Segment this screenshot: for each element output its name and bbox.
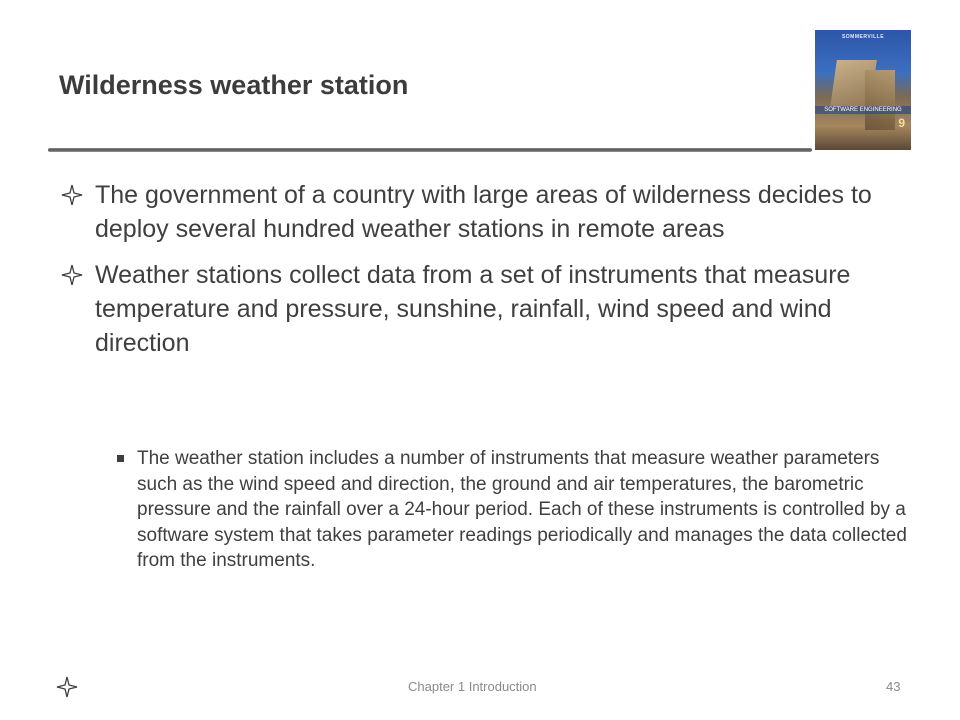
cover-edition: 9 <box>898 116 905 130</box>
sub-bullet-text: The weather station includes a number of instruments that measure weather parameters such as the wind speed and direction, the ground and air temperatures, the barometric pressure and the rainfall over a 24-hour period. Each of these instruments is controlled by a software system that takes parameter readings periodically and manages the data collected from the instruments. <box>137 448 907 571</box>
four-point-star-icon <box>60 178 84 212</box>
sub-bullet-item <box>117 446 920 574</box>
cover-building-shape-2 <box>865 70 895 130</box>
cover-title: SOFTWARE ENGINEERING <box>815 106 911 114</box>
title-divider <box>48 148 812 152</box>
four-point-star-icon <box>60 258 84 292</box>
page-number: 43 <box>886 679 901 694</box>
bullet-text: The government of a country with large areas of wilderness decides to deploy several hundred weather stations in remote areas <box>95 181 872 243</box>
bullet-item <box>60 258 880 360</box>
slide-title: Wilderness weather station <box>59 70 409 100</box>
bullet-item <box>60 178 880 246</box>
square-bullet-icon <box>117 455 124 462</box>
cover-author: SOMMERVILLE <box>841 34 885 40</box>
footer-chapter: Chapter 1 Introduction <box>408 679 537 694</box>
sub-bullet-list <box>60 430 920 574</box>
bullet-list <box>60 178 880 372</box>
book-cover-image <box>815 30 911 150</box>
bullet-text: Weather stations collect data from a set of instruments that measure temperature and pressure, sunshine, rainfall, wind speed and wind direction <box>95 261 851 357</box>
footer-star-icon <box>55 675 79 699</box>
